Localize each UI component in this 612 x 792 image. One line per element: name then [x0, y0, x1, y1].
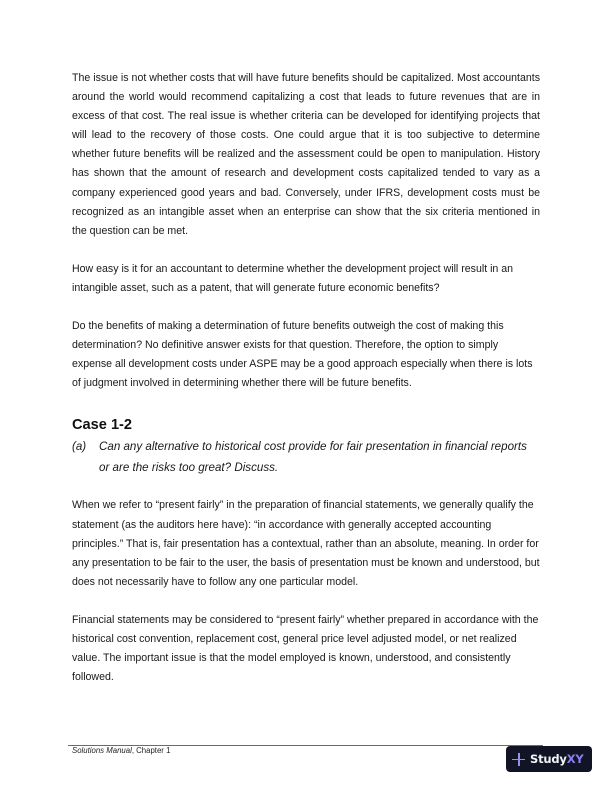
case-question: [72, 436, 540, 478]
footer-title-italic: Solutions Manual: [72, 746, 132, 755]
paragraph-models: Financial statements may be considered to “present fairly” whether prepared in accordance with the historical cost convention, replacement cost, general price level adjusted model, or net realized value. The important issue is that the model employed is known, understood, and consistently followed.: [72, 613, 539, 684]
page-content: [72, 69, 540, 687]
brand-accent: XY: [566, 752, 584, 766]
paragraph-present-fairly: When we refer to “present fairly” in the preparation of financial statements, we generally qualify the statement (as the auditors here have): “in accordance with generally accepted accounting principles.” That is, fair presentation has a contextual, rather than an absolute, meaning. In order for any presentation to be fair to the user, the basis of presentation must be known and understood, but does not necessarily have to follow any one particular model.: [72, 499, 540, 588]
case-heading: Case 1-2: [72, 417, 133, 434]
question-text: Can any alternative to historical cost provide for fair presentation in financial reports or are the risks too great? Discuss.: [99, 440, 527, 475]
paragraph-cost-benefit: Do the benefits of making a determination of future benefits outweigh the cost of making this determination? No definitive answer exists for that question. Therefore, the option to simply expense all development costs under ASPE may be a good approach especially when there is lots of judgment involved in determining whether there will be future benefits.: [72, 320, 533, 390]
brand-logo-text: [530, 752, 584, 766]
studyxy-badge[interactable]: [506, 746, 592, 772]
paragraph-accountant-question: How easy is it for an accountant to determine whether the development project will result in an intangible asset, such as a patent, that will generate future economic benefits?: [72, 262, 514, 294]
footer-title-rest: , Chapter 1: [131, 746, 171, 755]
brand-main: Study: [530, 752, 567, 766]
paragraph-capitalization-issue: The issue is not whether costs that will have future benefits should be capitalized. Most accountants around the world would recommend capitalizing a cost that leads to future revenues that are in excess of that cost. The real issue is whether criteria can be developed for identifying projects that will lead to the recovery of those costs. One could argue that it is too subjective to determine whether future benefits will be realized and the assessment could be open to manipulation. History has shown that the amount of research and development costs capitalized tended to vary as a company experienced good years and bad. Conversely, under IFRS, development costs must be recognized as an intangible asset when an enterprise can show that the six criteria mentioned in the question can be met.: [72, 72, 540, 237]
plus-icon: [512, 753, 525, 766]
footer-title: [72, 746, 170, 756]
question-label: (a): [72, 440, 87, 454]
